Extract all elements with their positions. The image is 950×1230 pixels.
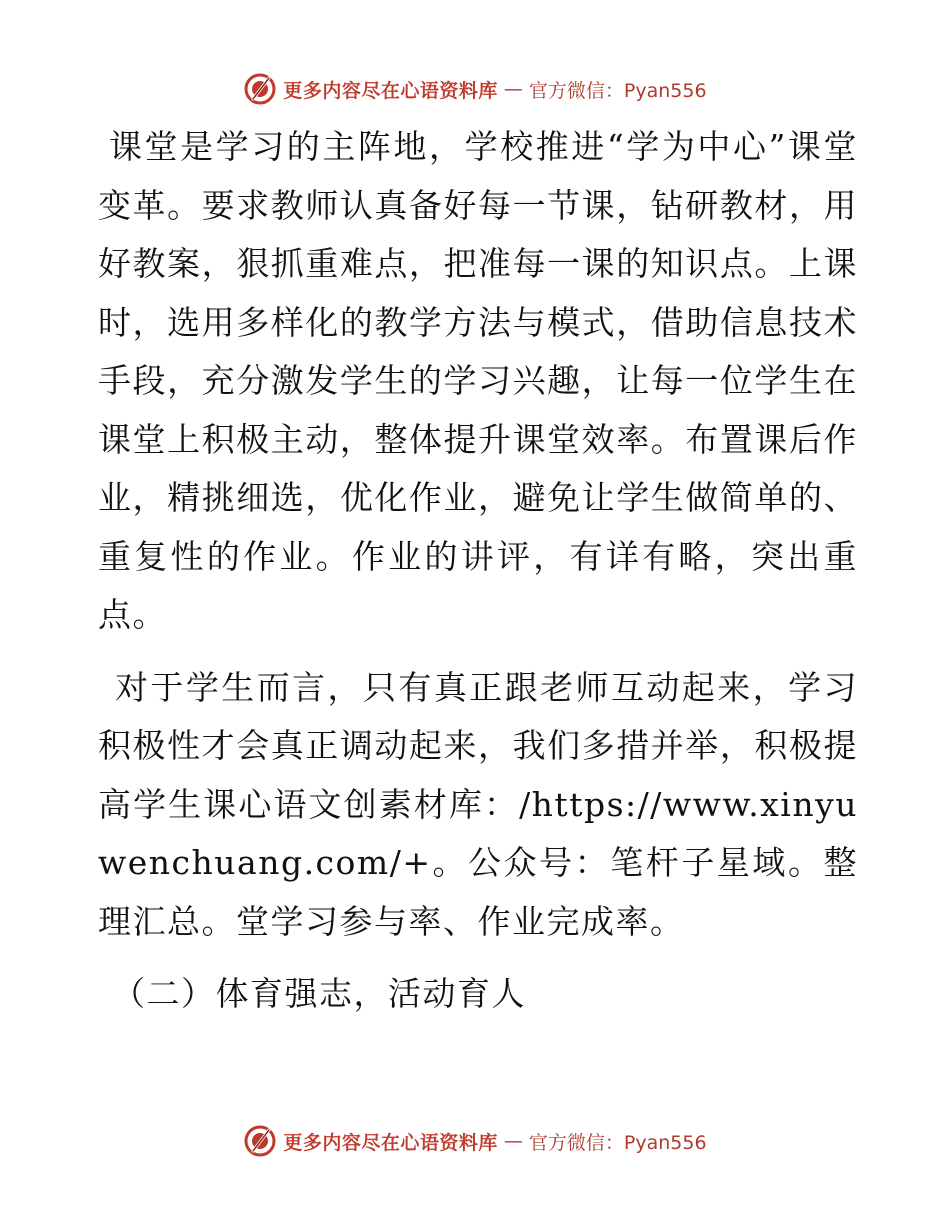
section-heading: （二）体育强志，活动育人 (112, 974, 526, 1013)
watermark-text: 更多内容尽在心语资料库 (283, 1131, 498, 1154)
watermark-contact: 官方微信：Pyan556 (528, 1131, 707, 1154)
pen-seal-icon (243, 1124, 277, 1158)
header-watermark (0, 72, 950, 106)
watermark-separator: — (503, 78, 523, 100)
footer-watermark (0, 1124, 950, 1158)
watermark-separator: — (503, 1130, 523, 1152)
watermark-contact: 官方微信：Pyan556 (528, 79, 707, 102)
document-body (98, 118, 858, 1024)
watermark-text: 更多内容尽在心语资料库 (283, 79, 498, 102)
paragraph-interaction: 对于学生而言，只有真正跟老师互动起来，学习积极性才会真正调动起来，我们多措并举，积极提高学生课心语文创素材库：/https://www.xinyuwenchuang.com/+。公众号：笔杆子星域。整理汇总。堂学习参与率、作业完成率。 (98, 667, 858, 941)
pen-seal-icon (243, 72, 277, 106)
paragraph-classroom: 课堂是学习的主阵地，学校推进“学为中心”课堂变革。要求教师认真备好每一节课，钻研教材，用好教案，狠抓重难点，把准每一课的知识点。上课时，选用多样化的教学方法与模式，借助信息技术手段，充分激发学生的学习兴趣，让每一位学生在课堂上积极主动，整体提升课堂效率。布置课后作业，精挑细选，优化作业，避免让学生做简单的、重复性的作业。作业的讲评，有详有略，突出重点。 (98, 127, 858, 634)
